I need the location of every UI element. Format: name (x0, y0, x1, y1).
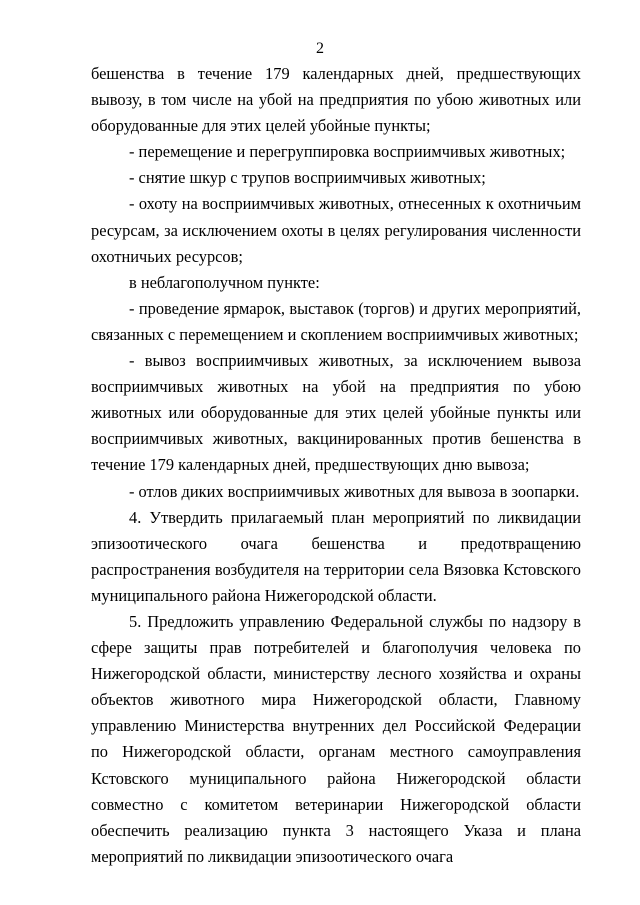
paragraph-ban-hunting: - охоту на восприимчивых животных, отнесенных к охотничьим ресурсам, за исключением охоты в целях регулирования численности охотничьих ресурсов; (91, 194, 581, 266)
paragraph-item-5: 5. Предложить управлению Федеральной службы по надзору в сфере защиты прав потребителей и благополучия человека по Нижегородской области, министерству лесного хозяйства и охраны объектов животного мира Нижегородской области, Главному управлению Министерства внутренних дел Российской Федерации по Нижегородской области, органам местного самоуправления Кстовского муниципального района Нижегородской области совместно с комитетом ветеринарии Нижегородской области обеспечить реализацию пункта 3 настоящего Указа и плана мероприятий по ликвидации эпизоотического очага (91, 611, 581, 866)
paragraph-ban-fairs: - проведение ярмарок, выставок (торгов) и других мероприятий, связанных с перемещением и скоплением восприимчивых животных; (91, 298, 581, 344)
paragraph-ban-capture: - отлов диких восприимчивых животных для вывоза в зоопарки. (129, 481, 580, 501)
paragraph-ban-skinning: - снятие шкур с трупов восприимчивых животных; (129, 168, 486, 188)
paragraph-item-4: 4. Утвердить прилагаемый план мероприятий по ликвидации эпизоотического очага бешенства и предотвращению распространения возбудителя на территории села Вязовка Кстовского муниципального района Нижегородской области. (91, 507, 581, 605)
paragraph-continuation: бешенства в течение 179 календарных дней, предшествующих вывозу, в том числе на убой на предприятия по убою животных или оборудованные для этих целей убойные пункты; (91, 64, 581, 136)
paragraph-unfavorable-point-heading: в неблагополучном пункте: (129, 272, 320, 292)
paragraph-ban-relocation: - перемещение и перегруппировка восприимчивых животных; (129, 142, 566, 162)
paragraph-ban-export: - вывоз восприимчивых животных, за исключением вывоза восприимчивых животных на убой на предприятия по убою животных или оборудованные для этих целей убойные пункты или восприимчивых животных, вакцинированных против бешенства в течение 179 календарных дней, предшествующих дню вывоза; (91, 351, 581, 475)
page-number: 2 (316, 40, 324, 57)
document-body (91, 61, 581, 870)
